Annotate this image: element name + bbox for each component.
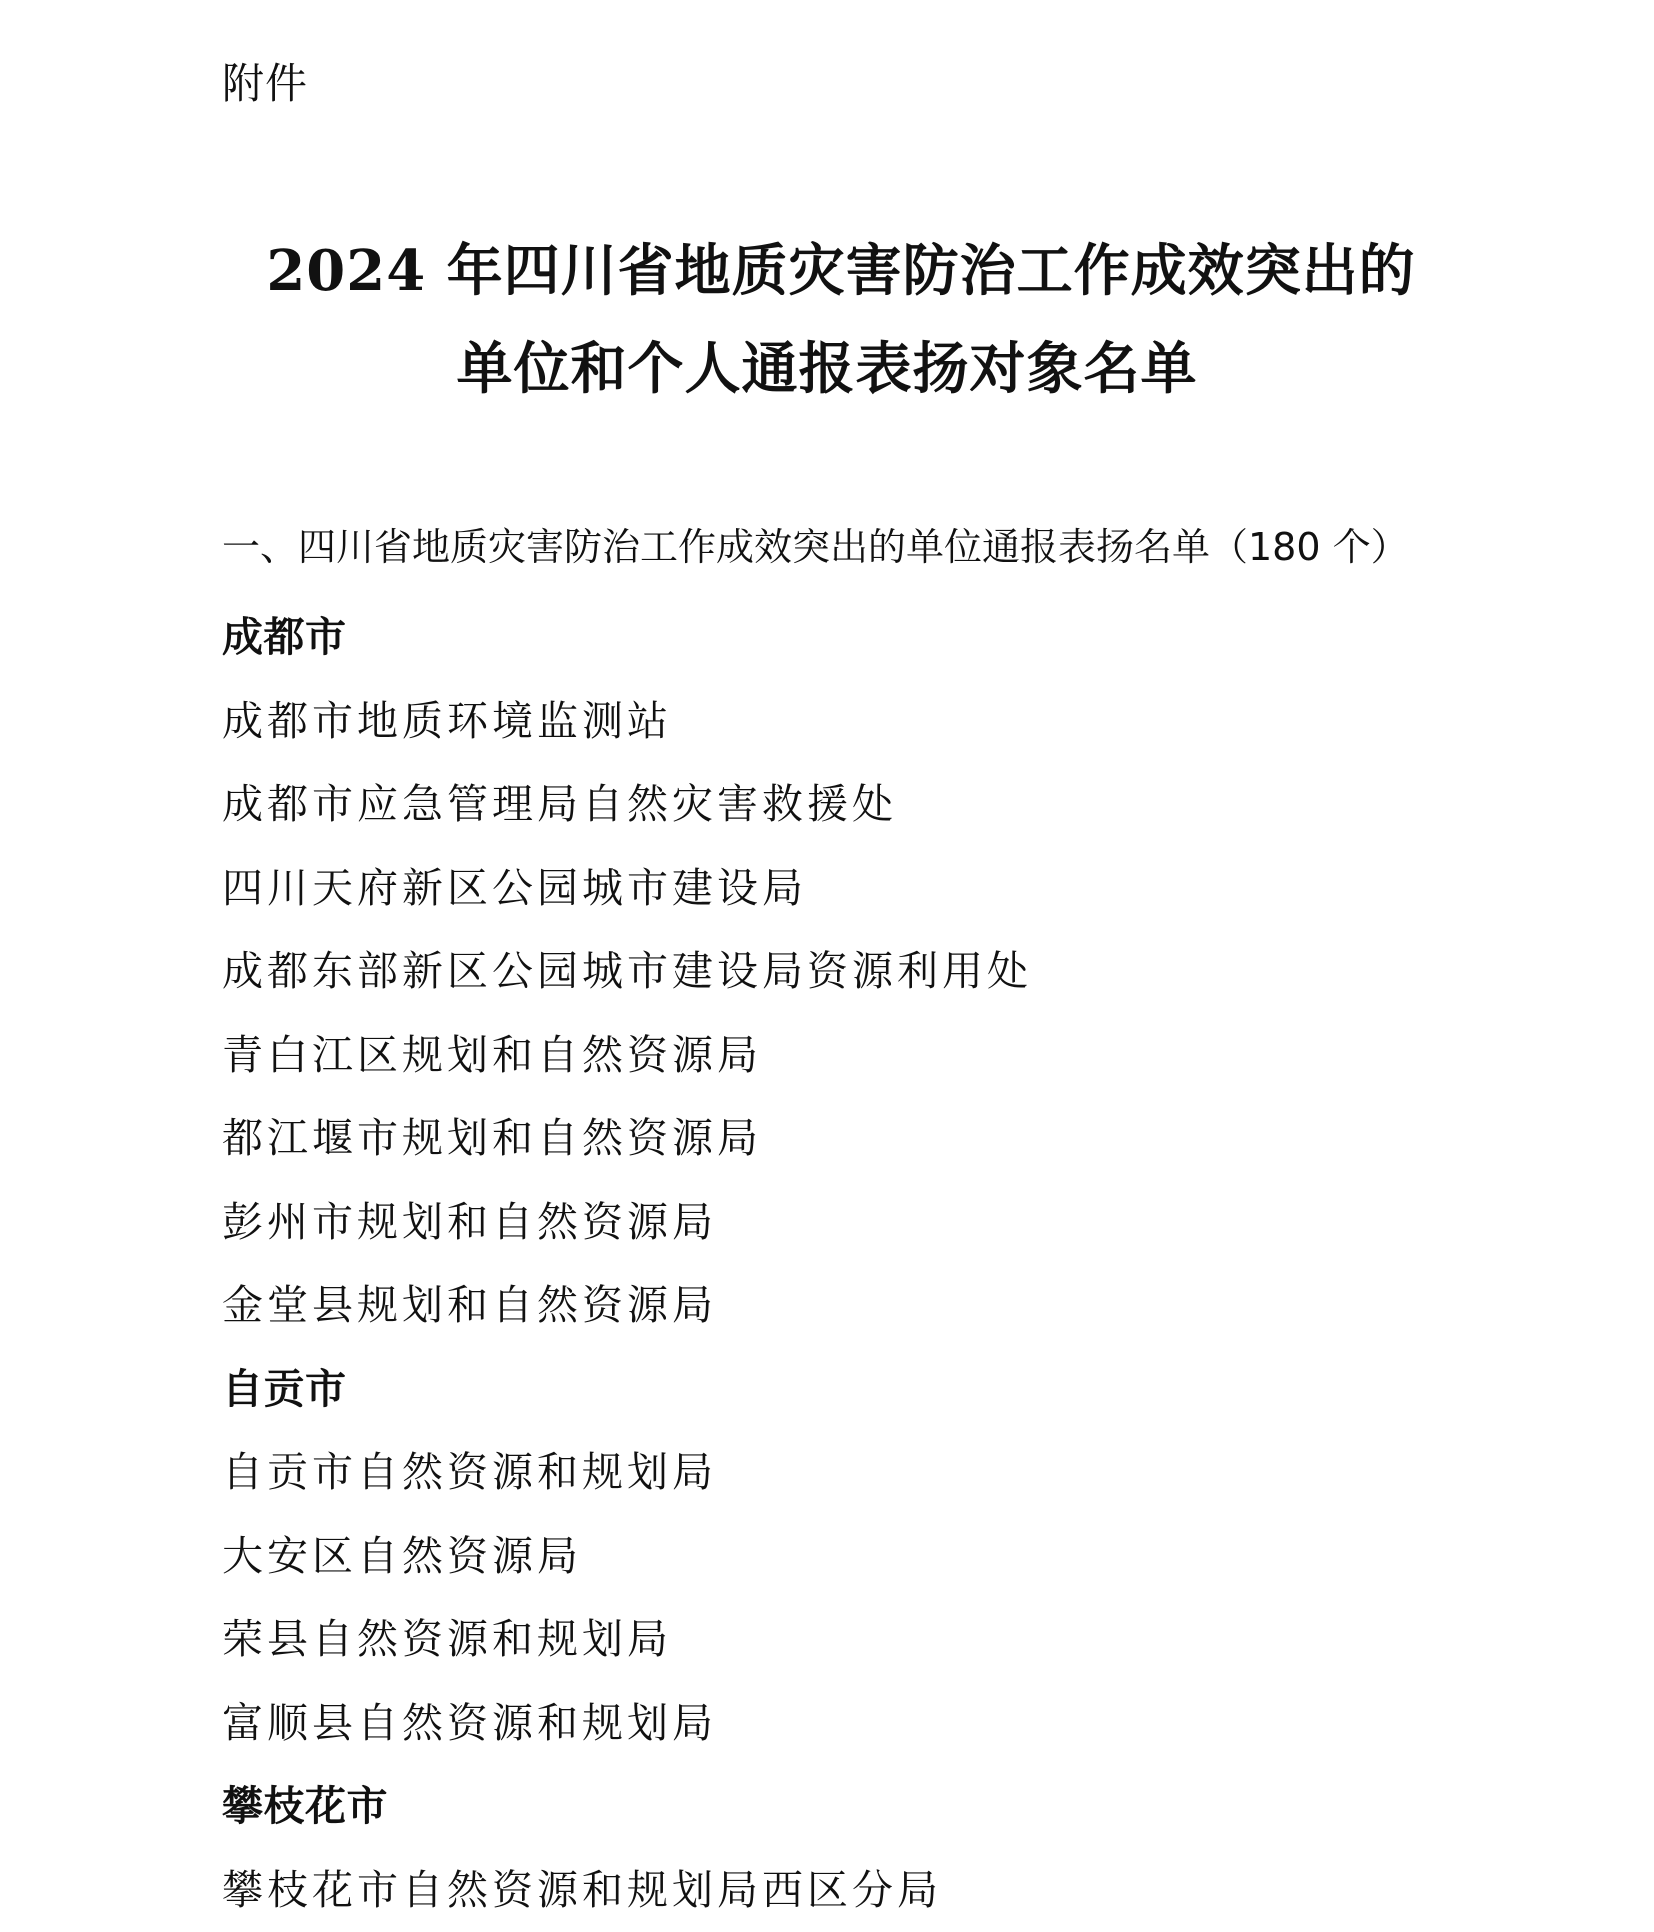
- unit-entry: 成都市应急管理局自然灾害救援处: [222, 763, 1542, 847]
- unit-entry: 富顺县自然资源和规划局: [222, 1682, 1542, 1766]
- unit-entry: 荣县自然资源和规划局: [222, 1598, 1542, 1682]
- unit-entry: 彭州市规划和自然资源局: [222, 1181, 1542, 1265]
- unit-entry: 大安区自然资源局: [222, 1515, 1542, 1599]
- attachment-label: 附件: [222, 58, 308, 110]
- unit-entry: 都江堰市规划和自然资源局: [222, 1097, 1542, 1181]
- honoree-list: [222, 596, 1542, 1932]
- unit-entry: 金堂县规划和自然资源局: [222, 1264, 1542, 1348]
- unit-entry: 四川天府新区公园城市建设局: [222, 847, 1542, 931]
- unit-entry: 成都东部新区公园城市建设局资源利用处: [222, 930, 1542, 1014]
- city-heading: 自贡市: [222, 1348, 1542, 1432]
- unit-entry: 成都市地质环境监测站: [222, 680, 1542, 764]
- document-title-line-1: 2024 年四川省地质灾害防治工作成效突出的: [14, 236, 1654, 306]
- unit-entry: 自贡市自然资源和规划局: [222, 1431, 1542, 1515]
- unit-entry: 青白江区规划和自然资源局: [222, 1014, 1542, 1098]
- city-heading: 成都市: [222, 596, 1542, 680]
- city-heading: 攀枝花市: [222, 1765, 1542, 1849]
- section-heading: 一、四川省地质灾害防治工作成效突出的单位通报表扬名单（180 个）: [222, 520, 1409, 574]
- unit-entry: 攀枝花市自然资源和规划局西区分局: [222, 1849, 1542, 1932]
- document-title-line-2: 单位和个人通报表扬对象名单: [0, 334, 1654, 404]
